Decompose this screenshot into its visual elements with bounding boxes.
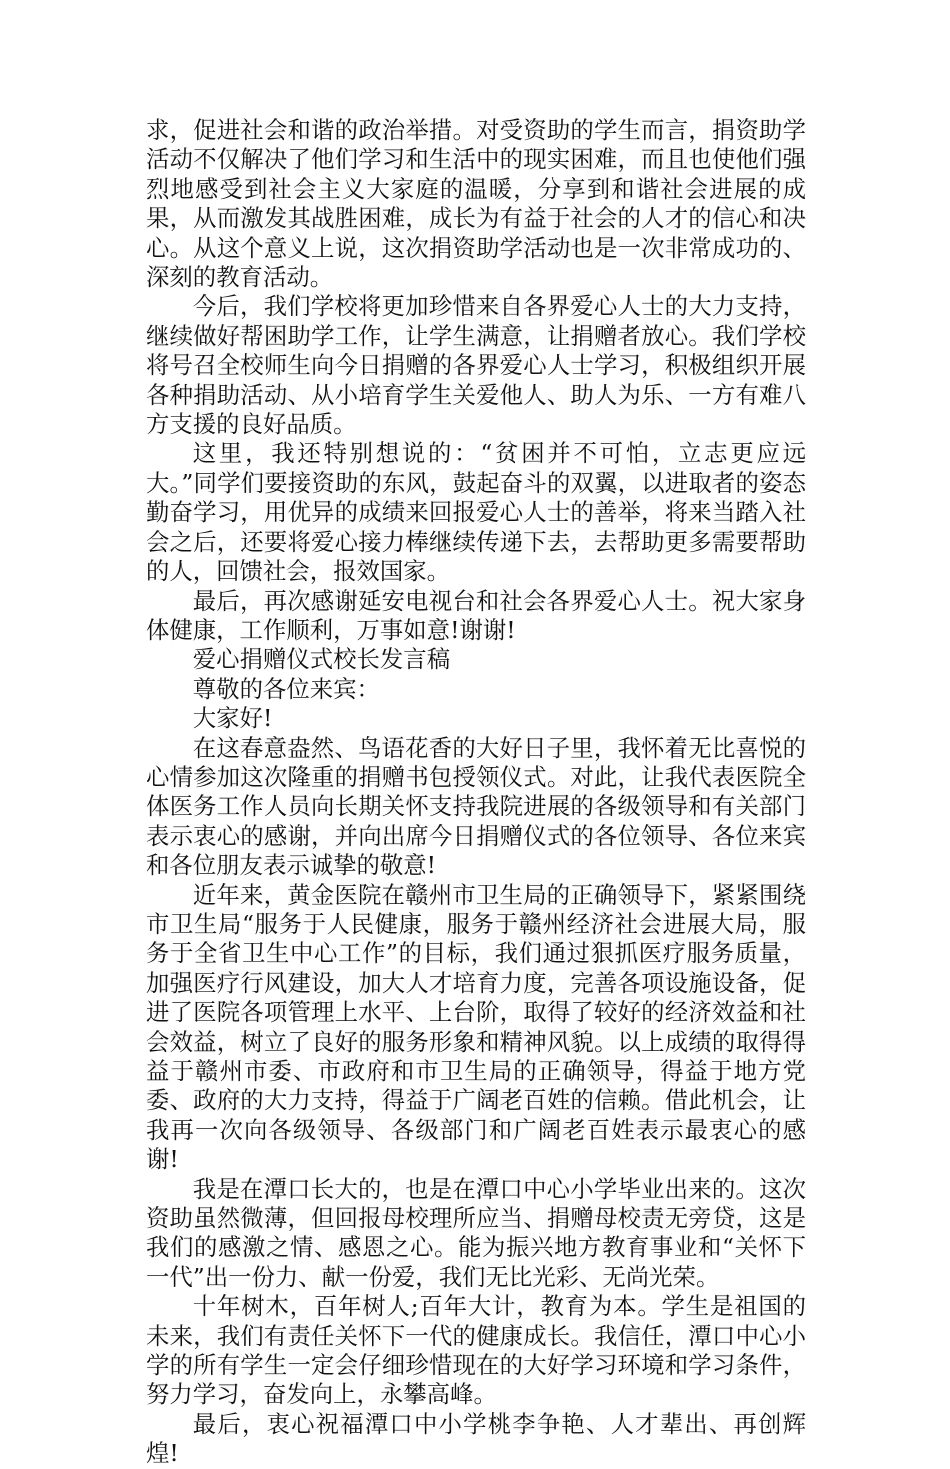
paragraph-encouragement: 这里，我还特别想说的：“贫困并不可怕，立志更应远大。”同学们要接资助的东风，鼓起奋斗的双翼，以进取者的姿态勤奋学习，用优异的成绩来回报爱心人士的善举，将来当踏入社会之后，还要将爱心接力棒继续传递下去，去帮助更多需要帮助的人，回馈社会，报效国家。 [146, 439, 806, 586]
paragraph-continuation: 求，促进社会和谐的政治举措。对受资助的学生而言，捐资助学活动不仅解决了他们学习和生活中的现实困难，而且也使他们强烈地感受到社会主义大家庭的温暖，分享到和谐社会进展的成果，从而激发其战胜困难，成长为有益于社会的人才的信心和决心。从这个意义上说，这次捐资助学活动也是一次非常成功的、深刻的教育活动。 [146, 116, 806, 292]
salutation-guests: 尊敬的各位来宾： [192, 674, 380, 703]
paragraph-personal-background: 我是在潭口长大的，也是在潭口中心小学毕业出来的。这次资助虽然微薄，但回报母校理所应当、捐赠母校责无旁贷，这是我们的感激之情、感恩之心。能为振兴地方教育事业和“关怀下一代”出一份力、献一份爱，我们无比光彩、无尚光荣。 [146, 1174, 806, 1291]
paragraph-hospital-achievements: 近年来，黄金医院在赣州市卫生局的正确领导下，紧紧围绕市卫生局“服务于人民健康，服务于赣州经济社会进展大局，服务于全省卫生中心工作”的目标，我们通过狠抓医疗服务质量，加强医疗行风建设，加大人才培育力度，完善各项设施设备，促进了医院各项管理上水平、上台阶，取得了较好的经济效益和社会效益，树立了良好的服务形象和精神风貌。以上成绩的取得得益于赣州市委、市政府和市卫生局的正确领导，得益于地方党委、政府的大力支持，得益于广阔老百姓的信赖。借此机会，让我再一次向各级领导、各级部门和广阔老百姓表示最衷心的感谢! [146, 880, 806, 1174]
greeting: 大家好! [192, 704, 273, 733]
speech-title: 爱心捐赠仪式校长发言稿 [192, 645, 451, 674]
paragraph-education: 十年树木，百年树人;百年大计，教育为本。学生是祖国的未来，我们有责任关怀下一代的健康成长。我信任，潭口中心小学的所有学生一定会仔细珍惜现在的大好学习环境和学习条件，努力学习，奋发向上，永攀高峰。 [146, 1292, 806, 1409]
paragraph-final-wish: 最后，衷心祝福潭口中小学桃李争艳、人才辈出、再创辉煌! [146, 1409, 806, 1468]
paragraph-school-commitment: 今后，我们学校将更加珍惜来自各界爱心人士的大力支持，继续做好帮困助学工作，让学生满意，让捐赠者放心。我们学校将号召全校师生向今日捐赠的各界爱心人士学习，积极组织开展各种捐助活动、从小培育学生关爱他人、助人为乐、一方有难八方支援的良好品质。 [146, 292, 806, 439]
document-page [146, 116, 806, 1469]
paragraph-closing-thanks: 最后，再次感谢延安电视台和社会各界爱心人士。祝大家身体健康，工作顺利，万事如意!谢谢! [146, 586, 806, 644]
paragraph-opening: 在这春意盎然、鸟语花香的大好日子里，我怀着无比喜悦的心情参加这次隆重的捐赠书包授领仪式。对此，让我代表医院全体医务工作人员向长期关怀支持我院进展的各级领导和有关部门表示衷心的感谢，并向出席今日捐赠仪式的各位领导、各位来宾和各位朋友表示诚挚的敬意! [146, 733, 806, 880]
